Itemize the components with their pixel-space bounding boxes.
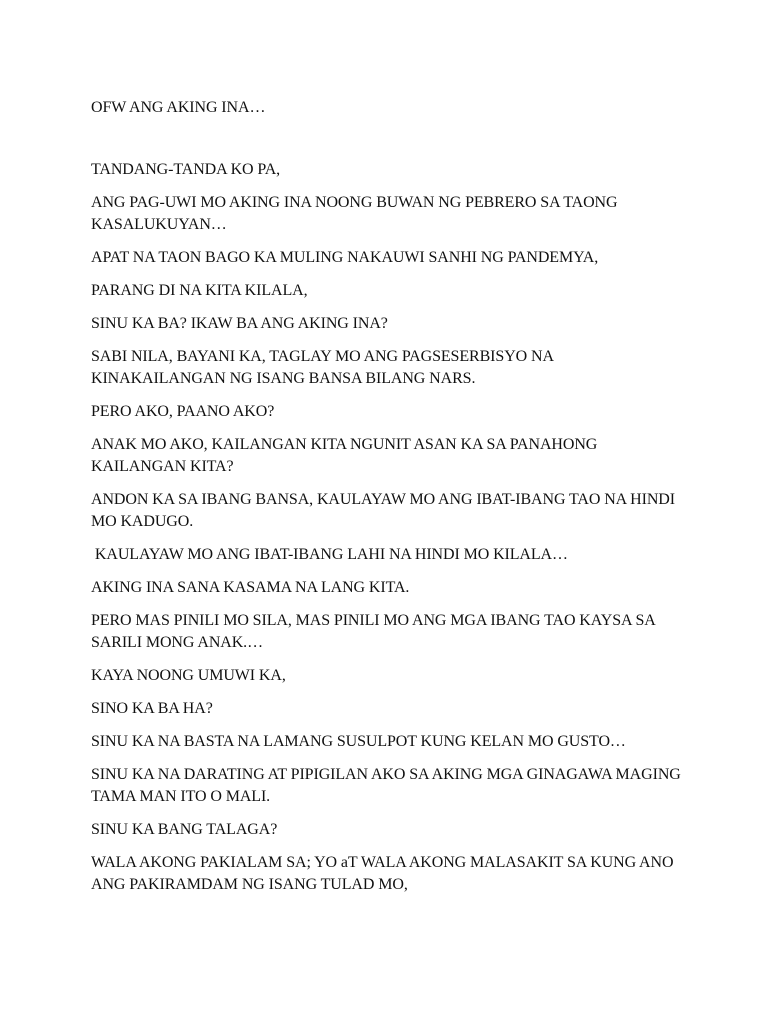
- paragraph: KAULAYAW MO ANG IBAT-IBANG LAHI NA HINDI MO KILALA…: [91, 546, 568, 563]
- paragraph: SINU KA BANG TALAGA?: [91, 821, 278, 838]
- document-body: [91, 97, 685, 907]
- paragraph: SINU KA NA DARATING AT PIPIGILAN AKO SA AKING MGA GINAGAWA MAGING TAMA MAN ITO O MALI.: [91, 766, 685, 805]
- paragraph: WALA AKONG PAKIALAM SA; YO aT WALA AKONG MALASAKIT SA KUNG ANO ANG PAKIRAMDAM NG ISANG TULAD MO,: [91, 854, 677, 893]
- paragraph: APAT NA TAON BAGO KA MULING NAKAUWI SANHI NG PANDEMYA,: [91, 249, 599, 266]
- paragraph: AKING INA SANA KASAMA NA LANG KITA.: [91, 579, 410, 596]
- paragraph: ANAK MO AKO, KAILANGAN KITA NGUNIT ASAN KA SA PANAHONG KAILANGAN KITA?: [91, 436, 602, 475]
- paragraph: SINU KA NA BASTA NA LAMANG SUSULPOT KUNG KELAN MO GUSTO…: [91, 733, 626, 750]
- document-title: OFW ANG AKING INA…: [91, 99, 266, 116]
- paragraph: KAYA NOONG UMUWI KA,: [91, 667, 286, 684]
- paragraph: PERO AKO, PAANO AKO?: [91, 403, 275, 420]
- paragraph: SABI NILA, BAYANI KA, TAGLAY MO ANG PAGSESERBISYO NA KINAKAILANGAN NG ISANG BANSA BILANG NARS.: [91, 348, 557, 387]
- paragraph: TANDANG-TANDA KO PA,: [91, 161, 281, 178]
- paragraph: PARANG DI NA KITA KILALA,: [91, 282, 308, 299]
- paragraph: ANG PAG-UWI MO AKING INA NOONG BUWAN NG PEBRERO SA TAONG KASALUKUYAN…: [91, 194, 622, 233]
- paragraph: ANDON KA SA IBANG BANSA, KAULAYAW MO ANG IBAT-IBANG TAO NA HINDI MO KADUGO.: [91, 491, 679, 530]
- paragraph: PERO MAS PINILI MO SILA, MAS PINILI MO ANG MGA IBANG TAO KAYSA SA SARILI MONG ANAK.…: [91, 612, 659, 651]
- paragraph: SINU KA BA? IKAW BA ANG AKING INA?: [91, 315, 388, 332]
- paragraph: SINO KA BA HA?: [91, 700, 213, 717]
